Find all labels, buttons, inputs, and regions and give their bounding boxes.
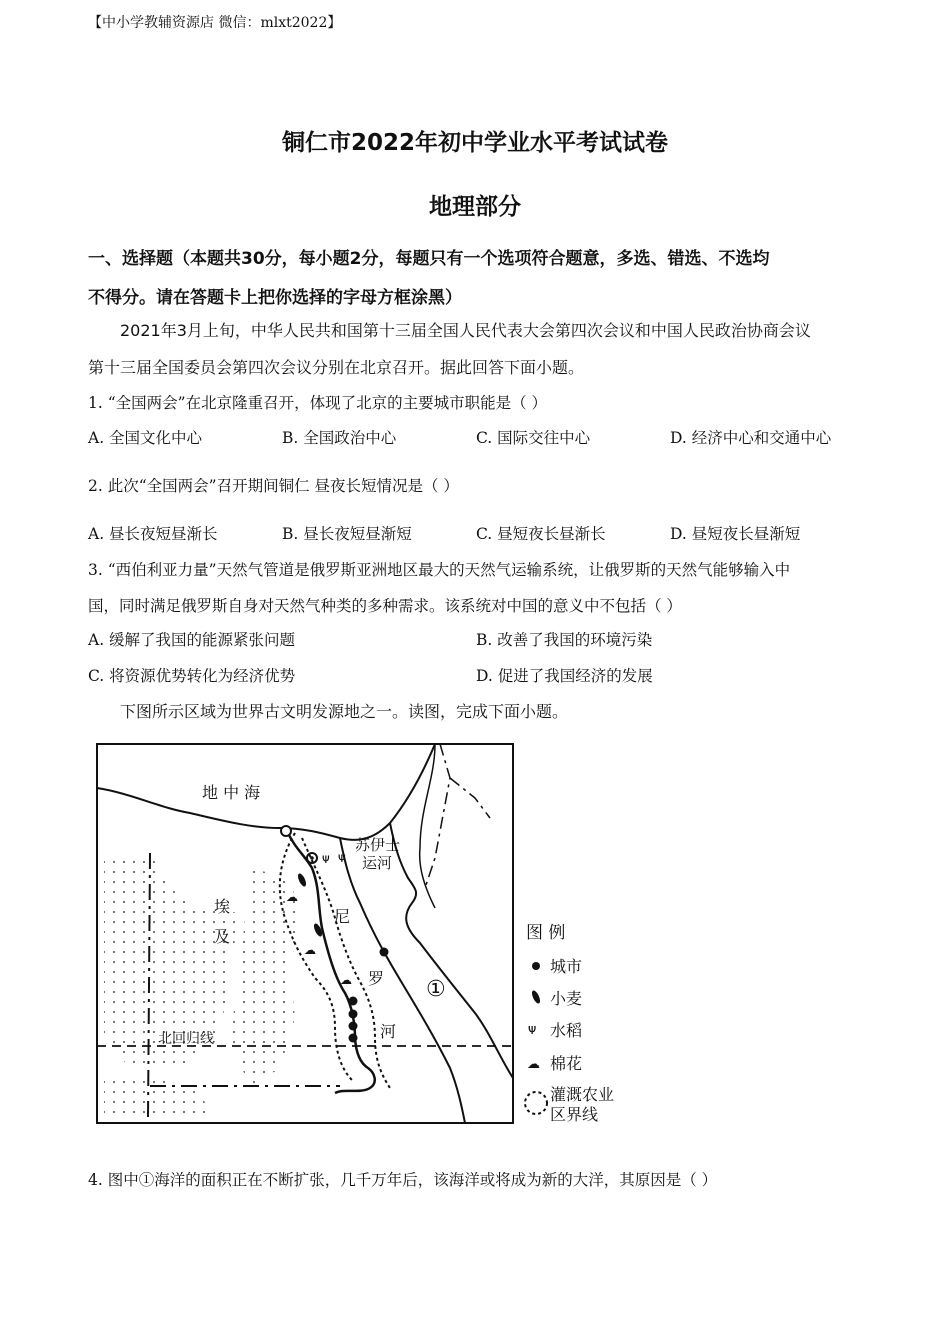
label-suez-1: 苏伊士 <box>355 836 401 854</box>
label-nile-1: 尼 <box>334 907 351 926</box>
legend-irrigation-label-2: 区界线 <box>550 1105 599 1124</box>
question-2-option-a: A. 昼长夜短昼渐长 <box>88 525 218 543</box>
cotton-icon: ☁ <box>340 973 352 987</box>
legend-title: 图 例 <box>526 923 566 943</box>
question-3-option-d: D. 促进了我国经济的发展 <box>476 667 653 685</box>
legend-irrigation-icon <box>525 1092 547 1114</box>
rice-icon: ᴪ <box>338 851 346 866</box>
section-heading-line1: 一、选择题（本题共30分，每小题2分，每题只有一个选项符合题意，多选、错选、不选均 <box>88 249 770 269</box>
question-3-stem-line1: 3. “西伯利亚力量”天然气管道是俄罗斯亚洲地区最大的天然气运输系统，让俄罗斯的天然气能够输入中 <box>88 561 791 579</box>
intro1-line2: 第十三届全国委员会第四次会议分别在北京召开。据此回答下面小题。 <box>88 358 585 377</box>
label-circle-1: ① <box>426 977 446 1002</box>
legend-cotton-icon: ☁ <box>527 1057 540 1072</box>
label-mediterranean: 地 中 海 <box>202 783 261 802</box>
border-east-2 <box>450 778 490 818</box>
egypt-nile-map <box>90 738 650 1133</box>
legend-city-icon <box>532 962 540 970</box>
intro1-line1: 2021年3月上旬，中华人民共和国第十三届全国人民代表大会第四次会议和中国人民政治协商会议 <box>120 321 811 340</box>
question-2-stem: 2. 此次“全国两会”召开期间铜仁 昼夜长短情况是（ ） <box>88 477 459 495</box>
legend-wheat-icon <box>530 989 541 1004</box>
legend-wheat-label: 小麦 <box>550 989 583 1008</box>
page-subtitle: 地理部分 <box>429 194 521 220</box>
wheat-icon <box>296 872 307 887</box>
cotton-icon: ☁ <box>304 943 316 957</box>
label-nile-3: 河 <box>380 1022 397 1041</box>
city-marker <box>349 1022 358 1031</box>
city-marker <box>349 997 358 1006</box>
question-3-stem-line2: 国，同时满足俄罗斯自身对天然气种类的多种需求。该系统对中国的意义中不包括（ ） <box>88 597 682 615</box>
label-egypt-2: 及 <box>214 927 231 946</box>
legend-city-label: 城市 <box>550 957 583 976</box>
city-marker <box>349 1010 358 1019</box>
label-tropic: 北回归线 <box>158 1031 214 1047</box>
question-4-stem: 4. 图中①海洋的面积正在不断扩张，几千万年后，该海洋或将成为新的大洋，其原因是（ ） <box>88 1171 718 1189</box>
legend-rice-label: 水稻 <box>550 1021 583 1040</box>
port-city-marker <box>281 826 291 836</box>
city-marker <box>349 1034 358 1043</box>
section-heading-line2: 不得分。请在答题卡上把你选择的字母方框涂黑） <box>88 288 462 308</box>
coastline-red-sea-east <box>390 823 513 1078</box>
legend-irrigation-label-1: 灌溉农业 <box>550 1085 615 1104</box>
legend-rice-icon: ᴪ <box>528 1022 537 1038</box>
question-1-option-d: D. 经济中心和交通中心 <box>670 429 832 447</box>
legend-cotton-label: 棉花 <box>550 1054 583 1073</box>
cotton-icon: ☁ <box>286 890 298 904</box>
city-marker <box>380 948 389 957</box>
question-3-option-b: B. 改善了我国的环境污染 <box>476 631 653 649</box>
question-2-option-c: C. 昼短夜长昼渐长 <box>476 525 606 543</box>
dotted-region-south <box>104 1073 210 1120</box>
label-suez-2: 运河 <box>362 854 393 872</box>
coastline-red-sea-west <box>340 838 465 1123</box>
question-1-stem: 1. “全国两会”在北京隆重召开，体现了北京的主要城市职能是（ ） <box>88 394 547 412</box>
gulf-coast <box>420 744 435 908</box>
coastline-north <box>97 744 435 840</box>
rice-icon: ᴪ <box>322 852 330 867</box>
question-1-option-c: C. 国际交往中心 <box>476 429 591 447</box>
intro2: 下图所示区域为世界古文明发源地之一。读图，完成下面小题。 <box>120 702 569 721</box>
question-2-option-d: D. 昼短夜长昼渐短 <box>670 525 801 543</box>
question-1-option-b: B. 全国政治中心 <box>282 429 397 447</box>
watermark: 【中小学教辅资源店 微信：mlxt2022】 <box>88 15 342 31</box>
label-nile-2: 罗 <box>368 969 385 988</box>
page-title: 铜仁市2022年初中学业水平考试试卷 <box>281 130 668 156</box>
question-2-option-b: B. 昼长夜短昼渐短 <box>282 525 412 543</box>
question-3-option-c: C. 将资源优势转化为经济优势 <box>88 667 296 685</box>
question-3-option-a: A. 缓解了我国的能源紧张问题 <box>88 631 296 649</box>
question-1-option-a: A. 全国文化中心 <box>88 429 203 447</box>
nile-river <box>288 833 375 1093</box>
border-east <box>425 744 450 888</box>
label-egypt-1: 埃 <box>214 897 231 916</box>
